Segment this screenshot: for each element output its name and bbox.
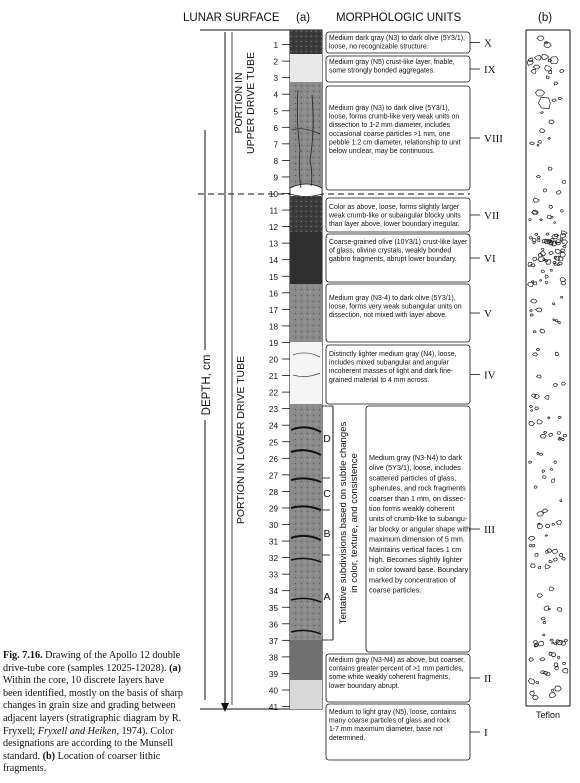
caption-citation: Fryxell and Heiken, — [37, 725, 119, 737]
unit-id: VII — [484, 210, 500, 222]
subdivision-a: A — [323, 591, 331, 603]
depth-tick-label: 13 — [268, 239, 278, 249]
depth-tick-label: 15 — [268, 272, 278, 282]
unit-id: I — [484, 727, 488, 739]
depth-axis-label: DEPTH, cm — [201, 354, 213, 416]
depth-tick-label: 21 — [268, 372, 278, 382]
teflon-label: Teflon — [535, 710, 561, 720]
column-a-label: (a) — [296, 12, 311, 24]
depth-tick-label: 40 — [268, 686, 278, 696]
depth-tick-label: 2 — [273, 57, 278, 67]
unit-id: IV — [484, 369, 496, 382]
depth-tick-label: 3 — [273, 74, 278, 84]
depth-tick-label: 31 — [268, 537, 278, 547]
unit-description: Medium gray (N3-4) to dark olive (5Y3/1), loose, forms very weak subangular units on dissection, not mixed with layer above. — [329, 295, 462, 320]
subdivision-c: C — [323, 488, 331, 500]
depth-tick-label: 18 — [268, 322, 278, 332]
depth-tick-label: 29 — [268, 504, 278, 514]
morphologic-units-label: MORPHOLOGIC UNITS — [336, 12, 462, 24]
unit-description: Distinctly lighter medium gray (N4), loose, includes mixed subangular and angular incoherent masses of light and dark fine-grained material to 4 mm across. — [329, 351, 457, 384]
depth-tick-label: 23 — [268, 405, 278, 415]
depth-tick-label: 36 — [268, 620, 278, 630]
depth-tick-label: 17 — [268, 305, 278, 315]
depth-tick-label: 11 — [269, 206, 278, 216]
unit-id: X — [484, 37, 492, 50]
unit-description: Coarse-grained olive (10Y3/1) crust-like layer of glass, olivine crystals, weakly bonded gabbro fragments, abrupt lower boundary. — [329, 239, 468, 264]
unit-box — [326, 86, 470, 190]
caption-text-3: 1974). Color designations are according to the Munsell standard. — [3, 725, 174, 762]
depth-tick-label: 27 — [268, 471, 278, 481]
depth-tick-label: 39 — [268, 669, 278, 679]
depth-tick-label: 41 — [268, 703, 278, 713]
caption-text-1: Drawing of the Apollo 12 double drive-tube core (samples 12025-12028). — [3, 650, 181, 674]
unit-id: IX — [484, 64, 496, 76]
depth-tick-label: 38 — [268, 653, 278, 663]
unit-description: Medium gray (N3-N4) as above, but coarser, contains greater percent of >1 mm particles, some white weakly coherent fragments, lower boundary abrupt. — [329, 657, 465, 690]
subdivision-b: B — [323, 528, 331, 540]
unit-description: Medium gray (N3-N4) to dark olive (5Y3/1), loose, includes scattered particles of glass, spherules, and rock fragments coarser than 1 mm, on dissec-tion forms weakly coherent units of crumb-like to subangu-lar blocky or angular shape with maximum dimension of 5 mm. Maintains vertical faces 1 cm high. Becomes slightly lighter in color toward base. Boundary marked by concentration of coarse particles. — [369, 453, 471, 595]
unit-description: Medium gray (N5) crust-like layer, friable, some strongly bonded aggregates. — [329, 59, 455, 75]
depth-tick-label: 7 — [273, 140, 278, 150]
depth-tick-label: 25 — [268, 438, 278, 448]
unit-id: V — [484, 308, 492, 320]
unit-id: II — [484, 673, 492, 685]
subdivision-markers — [322, 406, 333, 640]
depth-tick-label: 33 — [268, 570, 278, 580]
depth-tick-label: 19 — [268, 338, 278, 348]
unit-description: Medium gray (N3) to dark olive (5Y3/1), loose, forms crumb-like very weak units on dissection to 1-2 mm diameter, includes occasional coarse particles >1 mm, one pebble 1.2 cm diameter, relationship to unit below unclear, may be continuous. — [329, 105, 461, 155]
lunar-surface-label: LUNAR SURFACE — [183, 12, 280, 24]
unit-id: VI — [484, 253, 496, 265]
depth-tick-label: 30 — [268, 521, 278, 530]
depth-tick-label: 16 — [268, 289, 278, 299]
depth-tick-label: 8 — [273, 156, 278, 166]
unit-description: Color as above, loose, forms slightly larger weak crumb-like or subangular blocky units than layer above, lower boundary irregular. — [329, 204, 461, 229]
upper-tube-label: PORTION INUPPER DRIVE TUBE — [233, 52, 257, 154]
subdivision-d: D — [323, 433, 331, 445]
depth-tick-label: 5 — [273, 107, 278, 117]
depth-tick-label: 9 — [273, 173, 278, 183]
depth-tick-label: 20 — [268, 355, 278, 365]
depth-tick-label: 32 — [268, 554, 278, 564]
depth-tick-label: 10 — [268, 190, 278, 199]
unit-id: VIII — [484, 133, 503, 145]
unit-description: Medium to light gray (N5), loose, contains many coarse particles of glass and rock 1-7 mm maximum diameter, base not determined. — [329, 709, 457, 742]
caption-a: (a) — [169, 662, 181, 674]
depth-tick-label: 34 — [268, 587, 278, 597]
lithic-fragments-column — [526, 30, 570, 720]
caption-text-2: Within the core, 10 discrete layers have been identified, mostly on the basis of sharp changes in grain size and grading between adjacent layers (stratigraphic diagram by R. Fryxell; — [3, 675, 183, 737]
depth-tick-label: 12 — [268, 223, 278, 233]
column-b-label: (b) — [538, 12, 553, 24]
depth-tick-label: 4 — [273, 90, 278, 100]
core-column — [290, 30, 322, 709]
depth-tick-label: 26 — [268, 454, 278, 464]
depth-tick-label: 22 — [268, 388, 278, 398]
depth-tick-label: 6 — [273, 123, 278, 133]
depth-tick-label: 14 — [268, 256, 278, 266]
depth-tick-label: 24 — [268, 421, 278, 431]
depth-tick-label: 37 — [268, 636, 278, 646]
depth-ticks — [269, 41, 290, 712]
caption-text-4: Location of coarser lithic fragments. — [3, 750, 161, 775]
lower-tube-label: PORTION IN LOWER DRIVE TUBE — [235, 355, 247, 525]
morphologic-units — [326, 32, 503, 760]
figure-caption — [3, 650, 183, 776]
unit-description: Medium dark gray (N3) to dark olive (5Y3/1), loose, no recognizable structure. — [329, 35, 465, 51]
depth-tick-label: 28 — [268, 487, 278, 497]
depth-tick-label: 35 — [268, 603, 278, 613]
caption-b: (b) — [42, 750, 56, 762]
depth-tick-label: 1 — [273, 41, 278, 51]
subdivision-note: Tentative subdivisions based on subtle changesin color, texture, and consistence — [338, 421, 360, 625]
unit-id: III — [484, 524, 495, 536]
caption-fig-number: Fig. 7.16. — [3, 650, 43, 661]
